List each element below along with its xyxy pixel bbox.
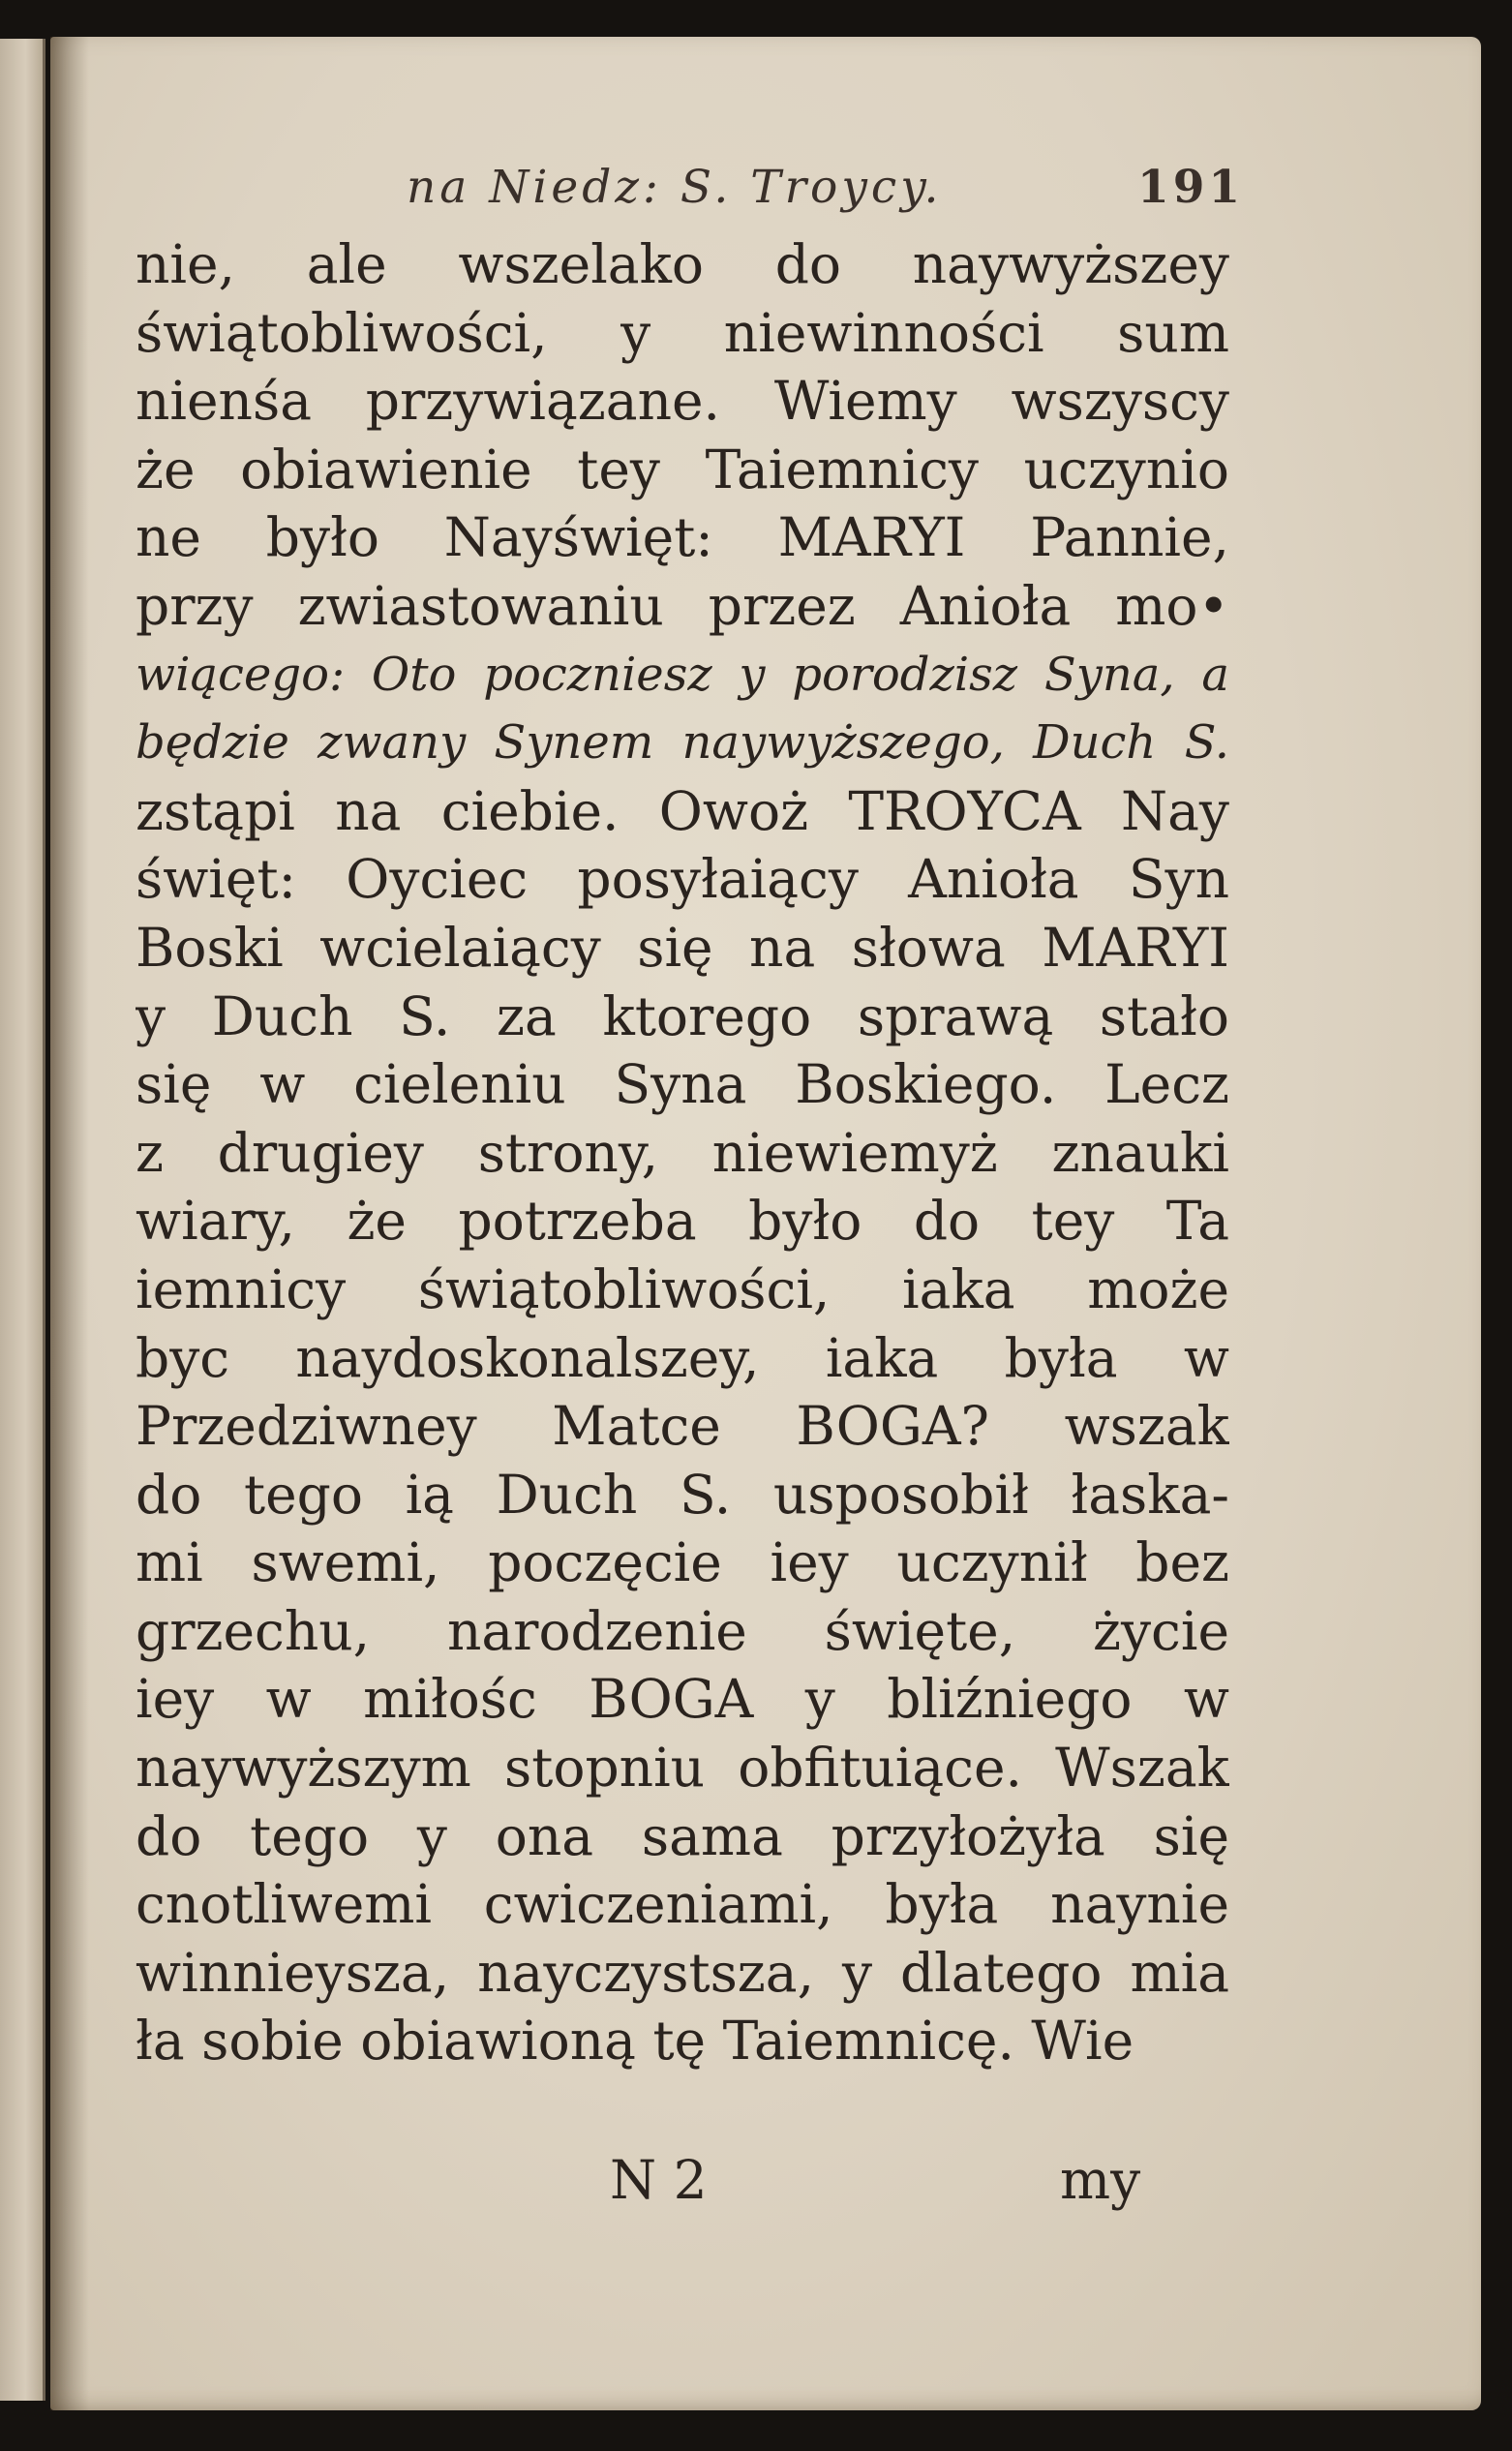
signature-line	[136, 2149, 1162, 2226]
text-line: cnotliwemi cwiczeniami, była nayniе	[136, 1873, 1229, 1936]
text-line: ła sobie obiawioną tę Taiemnicę. Wie	[136, 2010, 1134, 2073]
previous-page-edge	[0, 39, 45, 2401]
text-line: y Duch S. za ktorego sprawą stało	[136, 984, 1229, 1047]
text-line: Boski wcielaiący się na słowa MARYI	[136, 916, 1229, 979]
page-number: 191	[1137, 161, 1245, 214]
text-line: Przedziwney Matce BOGA? wszak	[136, 1395, 1229, 1458]
text-line: nienśa przywiązane. Wiemy wszyscy	[136, 370, 1229, 433]
text-line: byc naydoskonalszey, iaka była w	[136, 1326, 1229, 1389]
text-line: mi swemi, poczęcie iey uczynił bez	[136, 1531, 1229, 1594]
text-line: święt: Oyciec posyłaiący Anioła Syn	[136, 848, 1229, 911]
text-line: wiary, że potrzeba było do tey Ta	[136, 1190, 1229, 1253]
running-head-title: na Niedz: S. Troycy.	[407, 161, 943, 214]
gutter-shadow	[50, 37, 89, 2410]
text-line: świątobliwości, y niewinności sum	[136, 301, 1229, 364]
text-line: iemnicy świątobliwości, iaka może	[136, 1257, 1229, 1320]
text-line: się w cieleniu Syna Boskiego. Lecz	[136, 1053, 1229, 1116]
text-line: będzie zwany Synem naywyższego, Duch S.	[136, 715, 1229, 771]
text-line: do tego y ona sama przyłożyła się	[136, 1804, 1229, 1867]
text-line: nie, ale wszelako do naywyższey	[136, 233, 1229, 295]
catchword: my	[1060, 2149, 1141, 2211]
text-line: do tego ią Duch S. usposobił łaska-	[136, 1463, 1229, 1526]
text-line: że obiawienie tey Taiemnicy uczynio	[136, 438, 1229, 500]
text-line: przy zwiastowaniu przez Anioła mo•	[136, 574, 1229, 637]
text-line: zstąpi na ciebie. Owoż TROYCA Nay	[136, 779, 1229, 842]
signature-mark: N 2	[610, 2149, 708, 2211]
text-line: grzechu, narodzenie święte, życie	[136, 1599, 1229, 1662]
text-line: iey w miłośc BOGA y bliźniego w	[136, 1668, 1229, 1731]
text-line: z drugiey strony, niewiemyż znauki	[136, 1121, 1229, 1184]
text-line: naywyższym stopniu obfituiące. Wszak	[136, 1737, 1229, 1800]
text-line: wiącego: Oto poczniesz y porodzisz Syna, a	[136, 647, 1229, 702]
text-line: winnieysza, nayczystsza, y dlatego mia	[136, 1941, 1229, 2004]
text-line: ne było Nayświęt: MARYI Pannie,	[136, 506, 1229, 569]
body-text	[136, 230, 1229, 2075]
running-head	[407, 161, 1245, 214]
